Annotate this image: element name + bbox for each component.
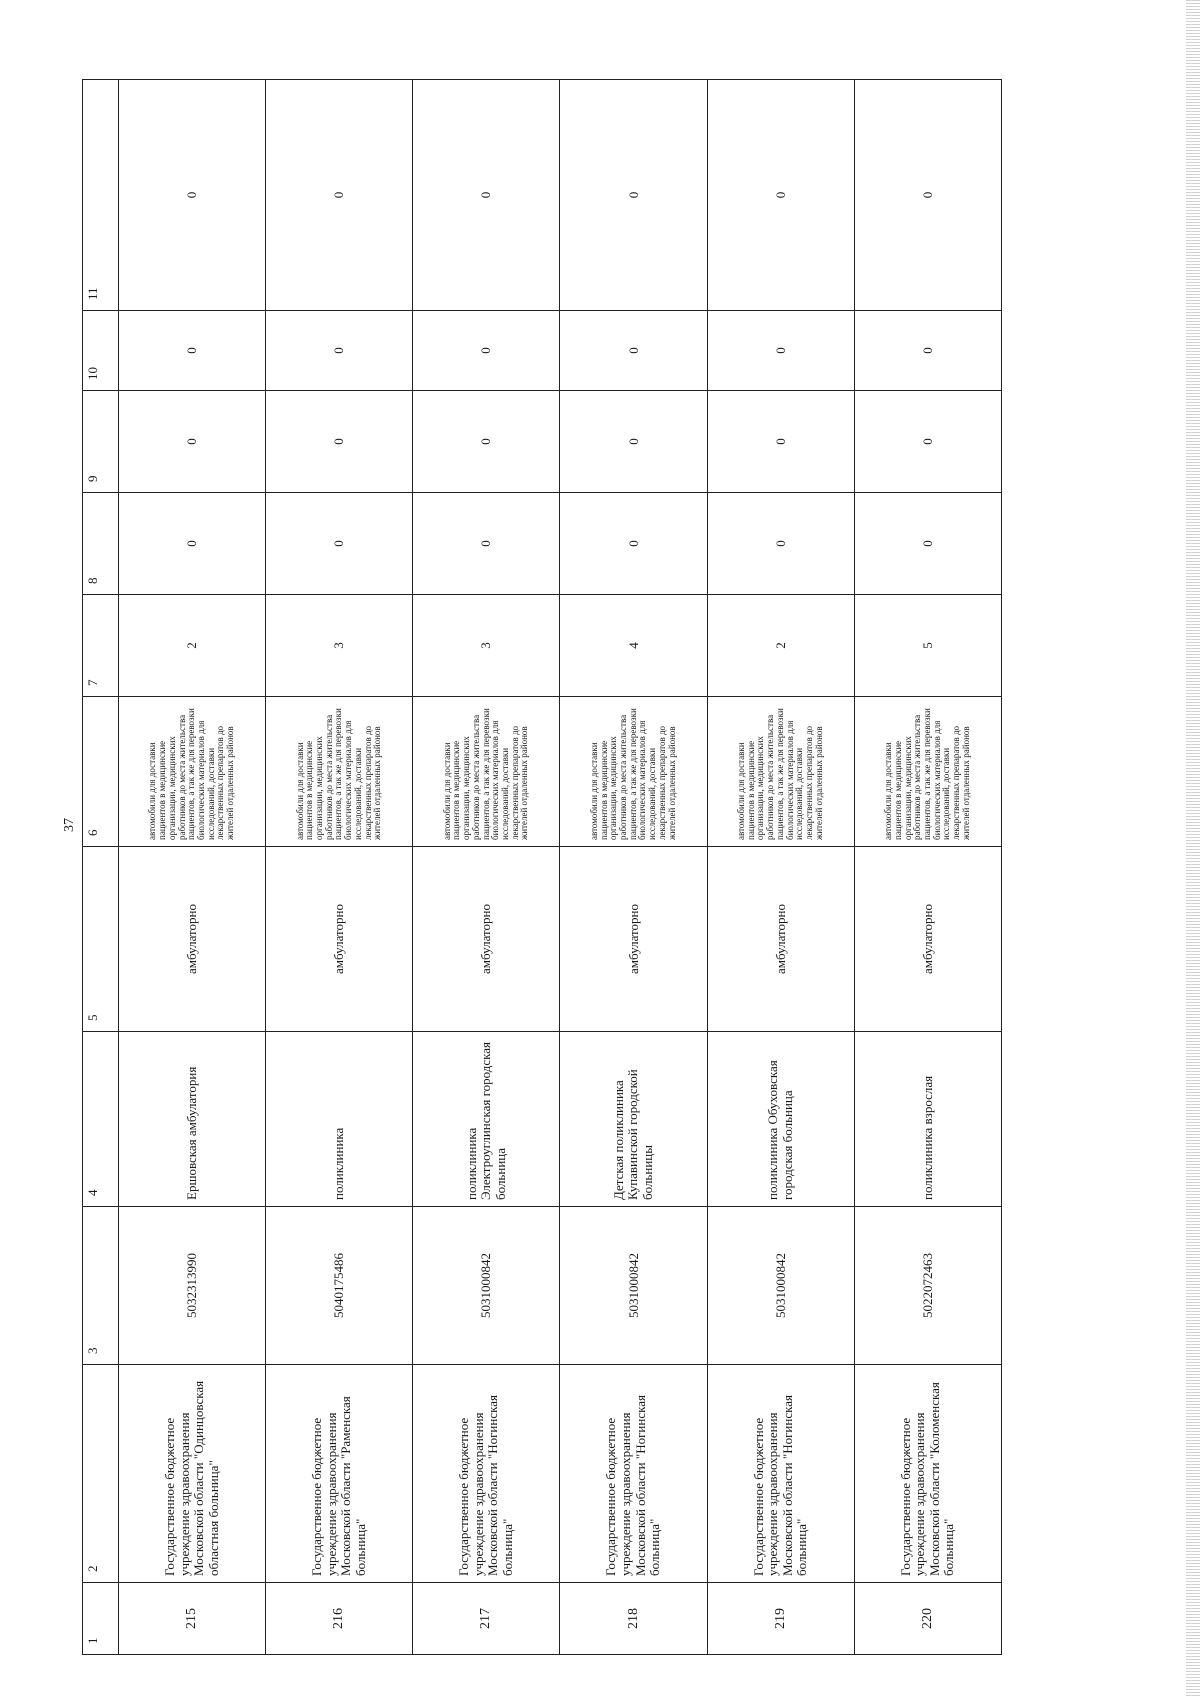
col11-value: 0 <box>560 80 707 311</box>
column-header: 6 <box>83 697 119 847</box>
col8-value: 0 <box>854 493 1001 595</box>
row-number: 217 <box>413 1583 560 1655</box>
row-number: 216 <box>266 1583 413 1655</box>
page-number: 37 <box>62 818 77 832</box>
vehicle-purpose: автомобили для доставки пациентов в медицинские организации, медицинских работников до места жительства пациентов, а так же для перевозки биологических материалов для исследований, доставки лекарственных препаратов до жителей отдаленных районов <box>854 697 1001 847</box>
rotated-table-wrapper <box>82 80 1002 1655</box>
care-condition: амбулаторно <box>854 847 1001 1032</box>
table-row <box>413 80 560 1655</box>
column-header: 5 <box>83 847 119 1032</box>
column-header: 7 <box>83 595 119 697</box>
col9-value: 0 <box>266 391 413 493</box>
vehicle-table <box>82 79 1002 1655</box>
row-number: 218 <box>560 1583 707 1655</box>
vehicle-purpose: автомобили для доставки пациентов в медицинские организации, медицинских работников до места жительства пациентов, а так же для перевозки биологических материалов для исследований, доставки лекарственных препаратов до жителей отдаленных районов <box>560 697 707 847</box>
col7-value: 4 <box>560 595 707 697</box>
column-header: 2 <box>83 1365 119 1583</box>
vehicle-purpose: автомобили для доставки пациентов в медицинские организации, медицинских работников до места жительства пациентов, а так же для перевозки биологических материалов для исследований, доставки лекарственных препаратов до жителей отдаленных районов <box>413 697 560 847</box>
division-name: Ершовская амбулатория <box>119 1032 266 1207</box>
inn-value: 5040175486 <box>266 1207 413 1365</box>
header-row <box>83 80 119 1655</box>
col11-value: 0 <box>266 80 413 311</box>
column-header: 11 <box>83 80 119 311</box>
division-name: поликлиника <box>266 1032 413 1207</box>
vehicle-purpose: автомобили для доставки пациентов в медицинские организации, медицинских работников до места жительства пациентов, а так же для перевозки биологических материалов для исследований, доставки лекарственных препаратов до жителей отдаленных районов <box>707 697 854 847</box>
table-row <box>560 80 707 1655</box>
col10-value: 0 <box>560 311 707 391</box>
vehicle-purpose: автомобили для доставки пациентов в медицинские организации, медицинских работников до места жительства пациентов, а так же для перевозки биологических материалов для исследований, доставки лекарственных препаратов до жителей отдаленных районов <box>266 697 413 847</box>
care-condition: амбулаторно <box>119 847 266 1032</box>
col7-value: 3 <box>413 595 560 697</box>
column-header: 9 <box>83 391 119 493</box>
division-name: Детская поликлиника Купавинской городской больницы <box>560 1032 707 1207</box>
col10-value: 0 <box>119 311 266 391</box>
col9-value: 0 <box>707 391 854 493</box>
table-row <box>266 80 413 1655</box>
inn-value: 5031000842 <box>707 1207 854 1365</box>
care-condition: амбулаторно <box>413 847 560 1032</box>
organization-name: Государственное бюджетное учреждение здравоохранения Московской области "Раменская больница" <box>266 1365 413 1583</box>
care-condition: амбулаторно <box>560 847 707 1032</box>
col8-value: 0 <box>707 493 854 595</box>
inn-value: 5031000842 <box>560 1207 707 1365</box>
row-number: 215 <box>119 1583 266 1655</box>
col10-value: 0 <box>413 311 560 391</box>
organization-name: Государственное бюджетное учреждение здравоохранения Московской области "Ногинская больница" <box>707 1365 854 1583</box>
col10-value: 0 <box>854 311 1001 391</box>
table-row <box>119 80 266 1655</box>
vehicle-purpose: автомобили для доставки пациентов в медицинские организации, медицинских работников до места жительства пациентов, а так же для перевозки биологических материалов для исследований, доставки лекарственных препаратов до жителей отдаленных районов <box>119 697 266 847</box>
col11-value: 0 <box>119 80 266 311</box>
organization-name: Государственное бюджетное учреждение здравоохранения Московской области "Коломенская больница" <box>854 1365 1001 1583</box>
inn-value: 5031000842 <box>413 1207 560 1365</box>
column-header: 1 <box>83 1583 119 1655</box>
col10-value: 0 <box>707 311 854 391</box>
row-number: 219 <box>707 1583 854 1655</box>
column-header: 4 <box>83 1032 119 1207</box>
care-condition: амбулаторно <box>707 847 854 1032</box>
col7-value: 5 <box>854 595 1001 697</box>
col8-value: 0 <box>560 493 707 595</box>
col11-value: 0 <box>413 80 560 311</box>
col11-value: 0 <box>707 80 854 311</box>
col10-value: 0 <box>266 311 413 391</box>
col8-value: 0 <box>119 493 266 595</box>
inn-value: 5032313990 <box>119 1207 266 1365</box>
col7-value: 2 <box>119 595 266 697</box>
division-name: поликлиника взрослая <box>854 1032 1001 1207</box>
row-number: 220 <box>854 1583 1001 1655</box>
col9-value: 0 <box>119 391 266 493</box>
col7-value: 2 <box>707 595 854 697</box>
col11-value: 0 <box>854 80 1001 311</box>
organization-name: Государственное бюджетное учреждение здравоохранения Московской области "Одинцовская областная больница" <box>119 1365 266 1583</box>
table-row <box>854 80 1001 1655</box>
organization-name: Государственное бюджетное учреждение здравоохранения Московской области "Ногинская больница" <box>560 1365 707 1583</box>
table-row <box>707 80 854 1655</box>
column-header: 3 <box>83 1207 119 1365</box>
care-condition: амбулаторно <box>266 847 413 1032</box>
column-header: 10 <box>83 311 119 391</box>
col9-value: 0 <box>854 391 1001 493</box>
col9-value: 0 <box>413 391 560 493</box>
division-name: поликлиника Электроуглинская городская больница <box>413 1032 560 1207</box>
col9-value: 0 <box>560 391 707 493</box>
organization-name: Государственное бюджетное учреждение здравоохранения Московской области "Ногинская больница" <box>413 1365 560 1583</box>
column-header: 8 <box>83 493 119 595</box>
division-name: поликлиника Обуховская городская больница <box>707 1032 854 1207</box>
col8-value: 0 <box>413 493 560 595</box>
scan-edge-artifact <box>1186 0 1200 1697</box>
inn-value: 5022072463 <box>854 1207 1001 1365</box>
col7-value: 3 <box>266 595 413 697</box>
col8-value: 0 <box>266 493 413 595</box>
